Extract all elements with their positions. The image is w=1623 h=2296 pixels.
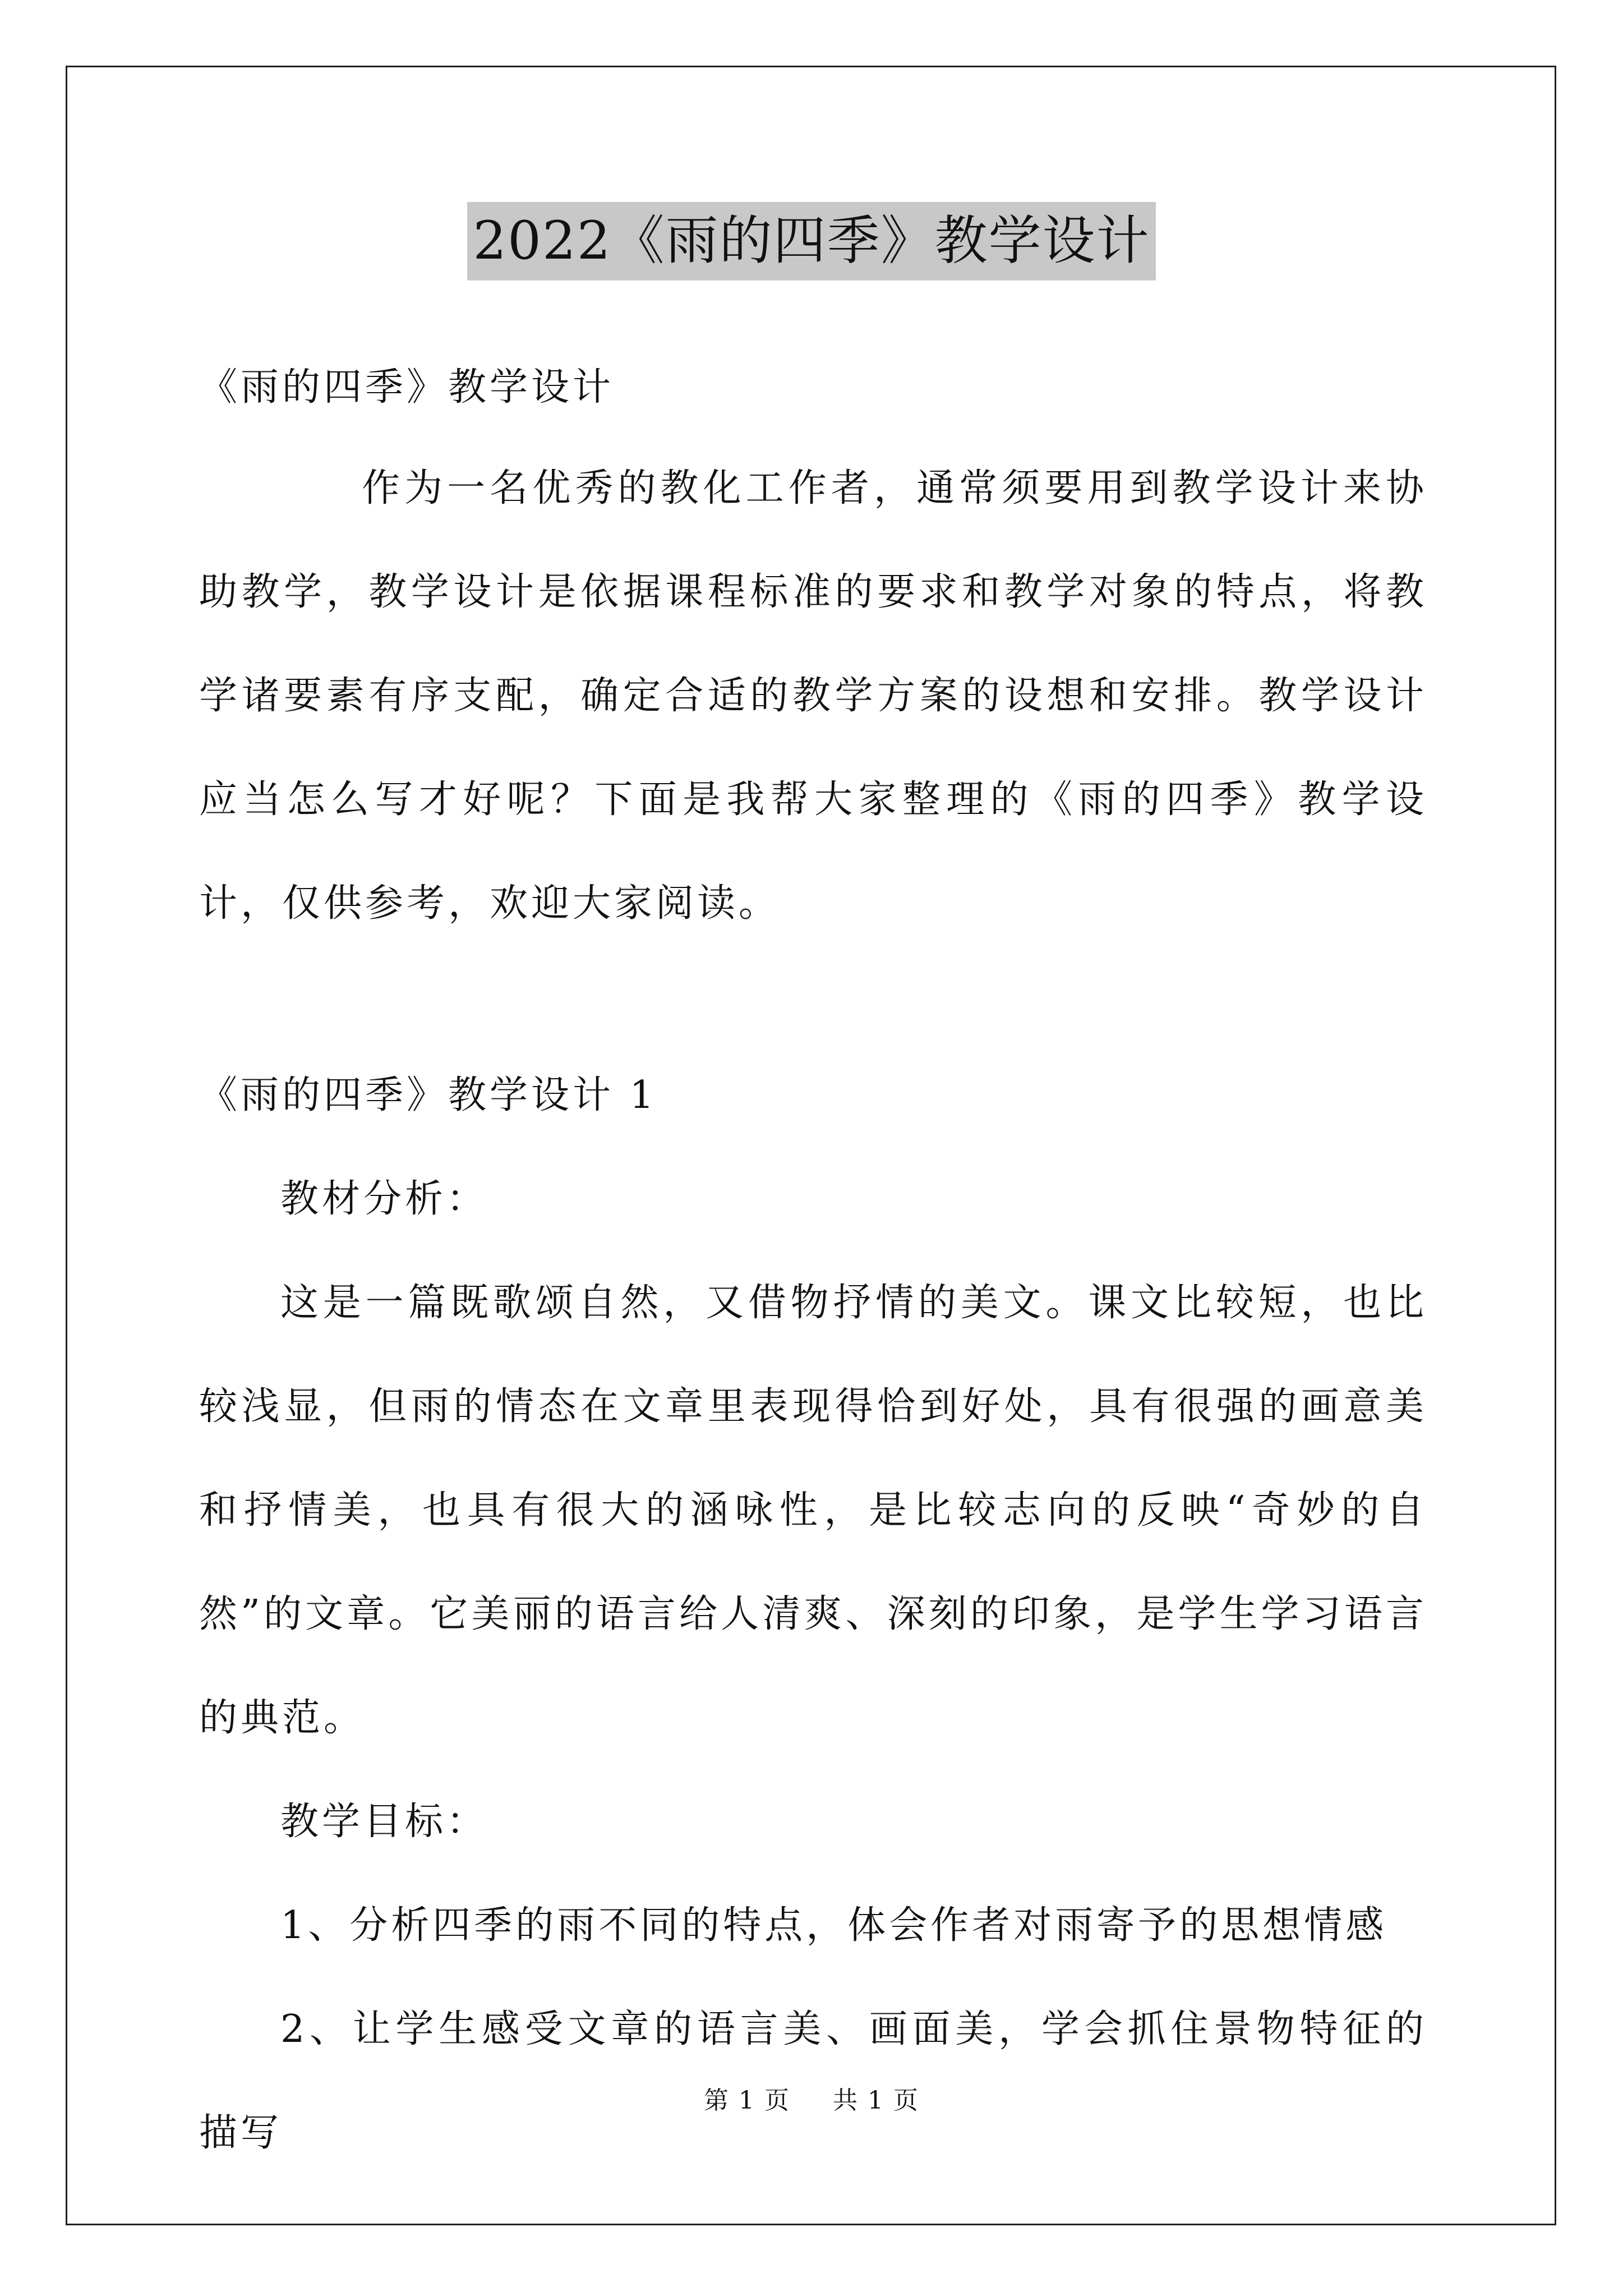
page-number: 第 1 页 [704, 2086, 790, 2115]
document-title [0, 202, 1623, 280]
document-subtitle: 《雨的四季》教学设计 [199, 365, 615, 409]
section-heading: 《雨的四季》教学设计 1 [199, 1073, 657, 1117]
goal-item-1: 1、分析四季的雨不同的特点，体会作者对雨寄予的思想情感 [280, 1903, 1387, 1948]
goal-item-2: 2、让学生感受文章的语言美、画面美，学会抓住景物特征的描写 [199, 2007, 1427, 2155]
page-total: 共 1 页 [833, 2086, 919, 2115]
document-title-text: 2022《雨的四季》教学设计 [467, 202, 1155, 280]
section-block [199, 1043, 1427, 2185]
intro-paragraph: 作为一名优秀的教化工作者，通常须要用到教学设计来协助教学，教学设计是依据课程标准的要求和教学对象的特点，将教学诸要素有序支配，确定合适的教学方案的设想和安排。教学设计应当怎么写才好呢？下面是我帮大家整理的《雨的四季》教学设计，仅供参考，欢迎大家阅读。 [199, 466, 1427, 926]
goals-label: 教学目标： [280, 1800, 488, 1844]
subtitle-block [199, 335, 1427, 439]
material-paragraph: 这是一篇既歌颂自然，又借物抒情的美文。课文比较短，也比较浅显，但雨的情态在文章里表现得恰到好处，具有很强的画意美和抒情美，也具有很大的涵咏性，是比较志向的反映“奇妙的自然”的文章。它美丽的语言给人清爽、深刻的印象，是学生学习语言的典范。 [199, 1281, 1427, 1740]
intro-block [199, 436, 1427, 955]
material-label: 教材分析： [280, 1177, 488, 1221]
page-footer [0, 2084, 1623, 2118]
